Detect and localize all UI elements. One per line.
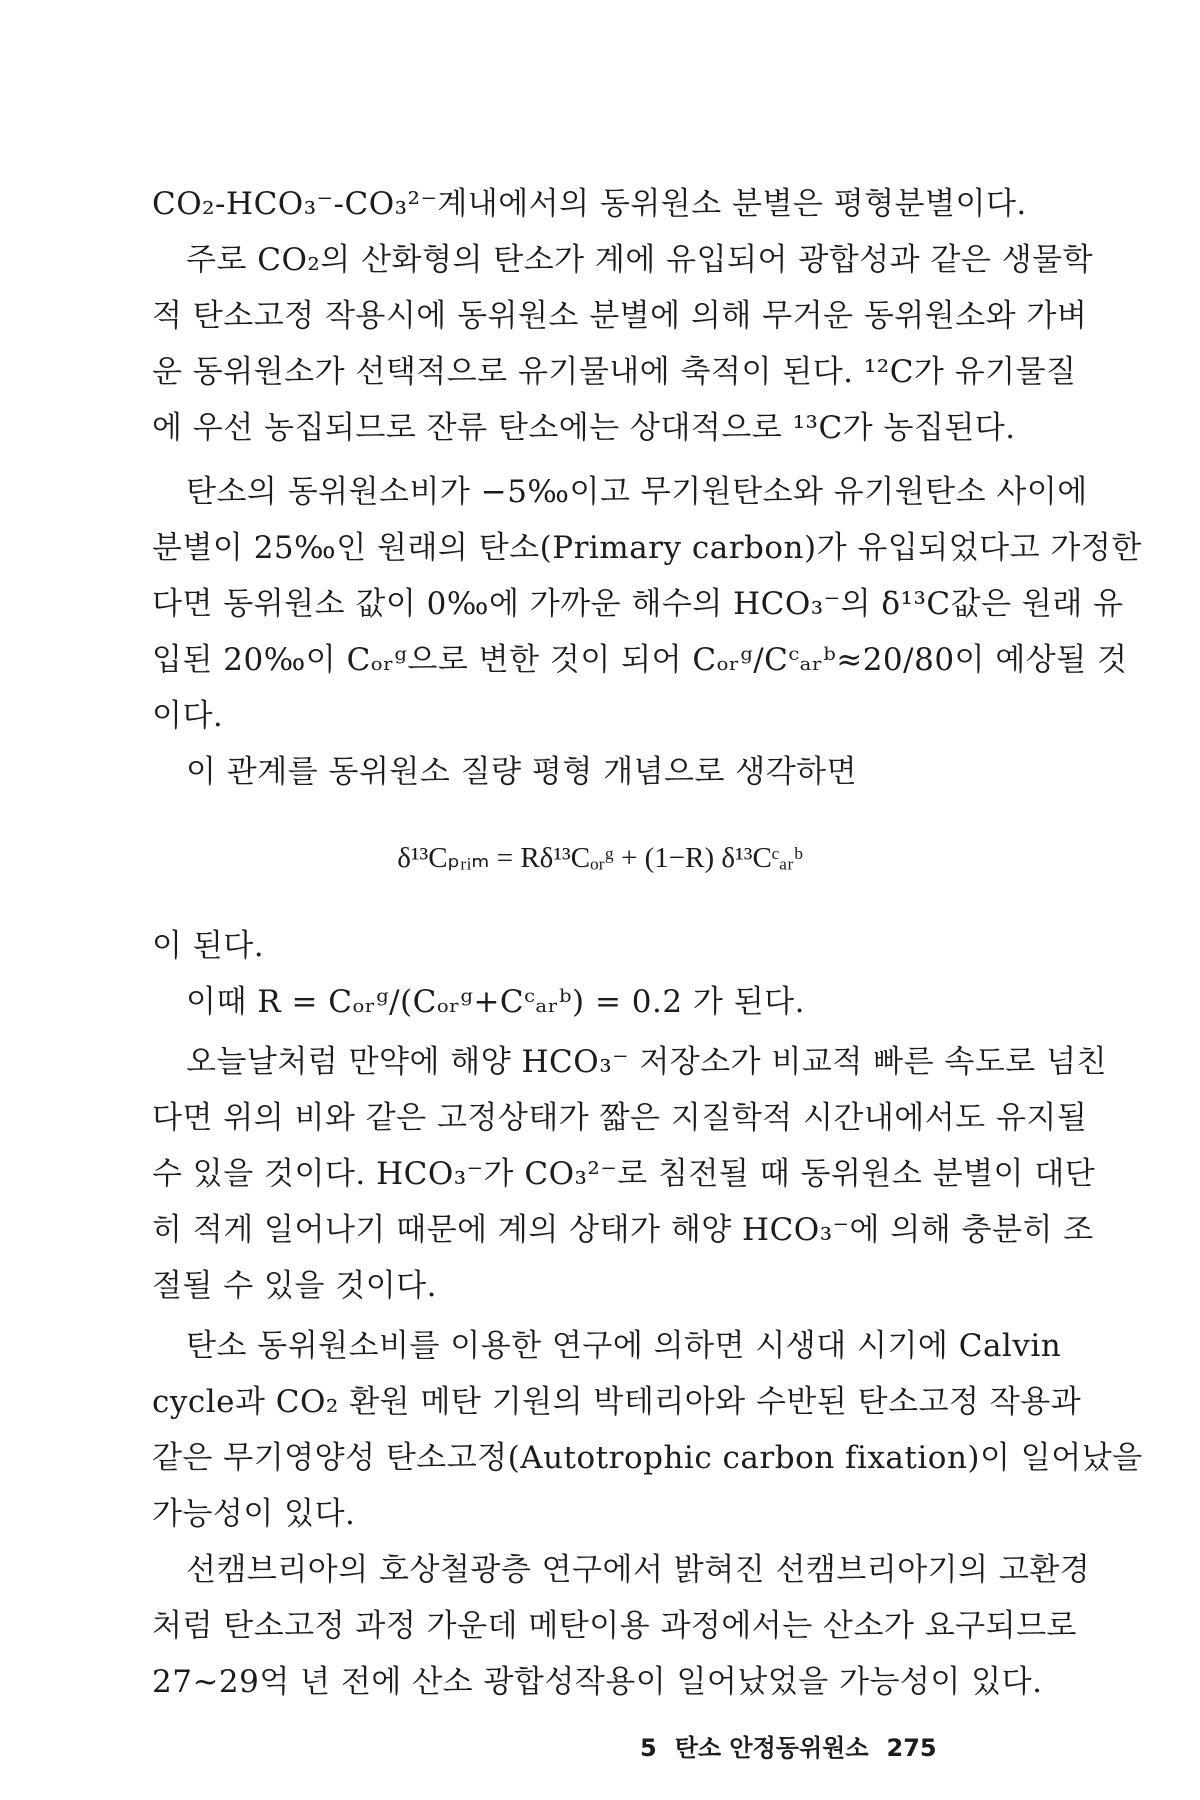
text-line: 탄소 동위원소비를 이용한 연구에 의하면 시생대 시기에 Calvin	[186, 1328, 1062, 1364]
text-line: 가능성이 있다.	[152, 1496, 356, 1532]
text-line: 다면 위의 비와 같은 고정상태가 짧은 지질학적 시간내에서도 유지될	[152, 1100, 1088, 1136]
text-line: 주로 CO₂의 산화형의 탄소가 계에 유입되어 광합성과 같은 생물학	[186, 242, 1094, 278]
text-line: 다면 동위원소 값이 0‰에 가까운 해수의 HCO₃⁻의 δ¹³C값은 원래 유	[152, 586, 1124, 622]
text-line: 선캠브리아의 호상철광층 연구에서 밝혀진 선캠브리아기의 고환경	[186, 1552, 1091, 1588]
page-number: 275	[886, 1734, 937, 1762]
text-line: cycle과 CO₂ 환원 메탄 기원의 박테리아와 수반된 탄소고정 작용과	[152, 1384, 1082, 1420]
text-line: 히 적게 일어나기 때문에 계의 상태가 해양 HCO₃⁻에 의해 충분히 조	[152, 1212, 1094, 1248]
text-line: 처럼 탄소고정 과정 가운데 메탄이용 과정에서는 산소가 요구되므로	[152, 1608, 1077, 1644]
equation: δ¹³Cₚᵣᵢₘ = Rδ¹³Cₒᵣᵍ + (1−R) δ¹³Cᶜₐᵣᵇ	[397, 842, 803, 874]
text-line: 이 된다.	[152, 928, 265, 964]
text-line: 수 있을 것이다. HCO₃⁻가 CO₃²⁻로 침전될 때 동위원소 분별이 대단	[152, 1156, 1096, 1192]
text-line: 에 우선 농집되므로 잔류 탄소에는 상대적으로 ¹³C가 농집된다.	[152, 410, 1016, 446]
chapter-number: 5	[640, 1734, 657, 1762]
text-line: 적 탄소고정 작용시에 동위원소 분별에 의해 무거운 동위원소와 가벼	[152, 298, 1088, 334]
text-line: 절될 수 있을 것이다.	[152, 1268, 437, 1304]
text-line: 이 관계를 동위원소 질량 평형 개념으로 생각하면	[186, 754, 858, 790]
text-line: 탄소의 동위원소비가 −5‰이고 무기원탄소와 유기원탄소 사이에	[186, 474, 1088, 510]
text-line: 이때 R = Cₒᵣᵍ/(Cₒᵣᵍ+Cᶜₐᵣᵇ) = 0.2 가 된다.	[186, 984, 805, 1020]
text-line: CO₂-HCO₃⁻-CO₃²⁻계내에서의 동위원소 분별은 평형분별이다.	[152, 186, 1027, 222]
text-line: 운 동위원소가 선택적으로 유기물내에 축적이 된다. ¹²C가 유기물질	[152, 354, 1077, 390]
text-line: 입된 20‰이 Cₒᵣᵍ으로 변한 것이 되어 Cₒᵣᵍ/Cᶜₐᵣᵇ≈20/80이 예상될 것	[152, 642, 1128, 678]
text-line: 27~29억 년 전에 산소 광합성작용이 일어났었을 가능성이 있다.	[152, 1664, 1043, 1700]
text-line: 이다.	[152, 698, 224, 734]
page-footer	[640, 1728, 990, 1763]
text-line: 분별이 25‰인 원래의 탄소(Primary carbon)가 유입되었다고 가정한	[152, 530, 1142, 566]
text-line: 오늘날처럼 만약에 해양 HCO₃⁻ 저장소가 비교적 빠른 속도로 넘친	[186, 1044, 1107, 1080]
chapter-title: 탄소 안정동위원소	[674, 1734, 869, 1762]
text-line: 같은 무기영양성 탄소고정(Autotrophic carbon fixation)이 일어났을	[152, 1440, 1143, 1476]
